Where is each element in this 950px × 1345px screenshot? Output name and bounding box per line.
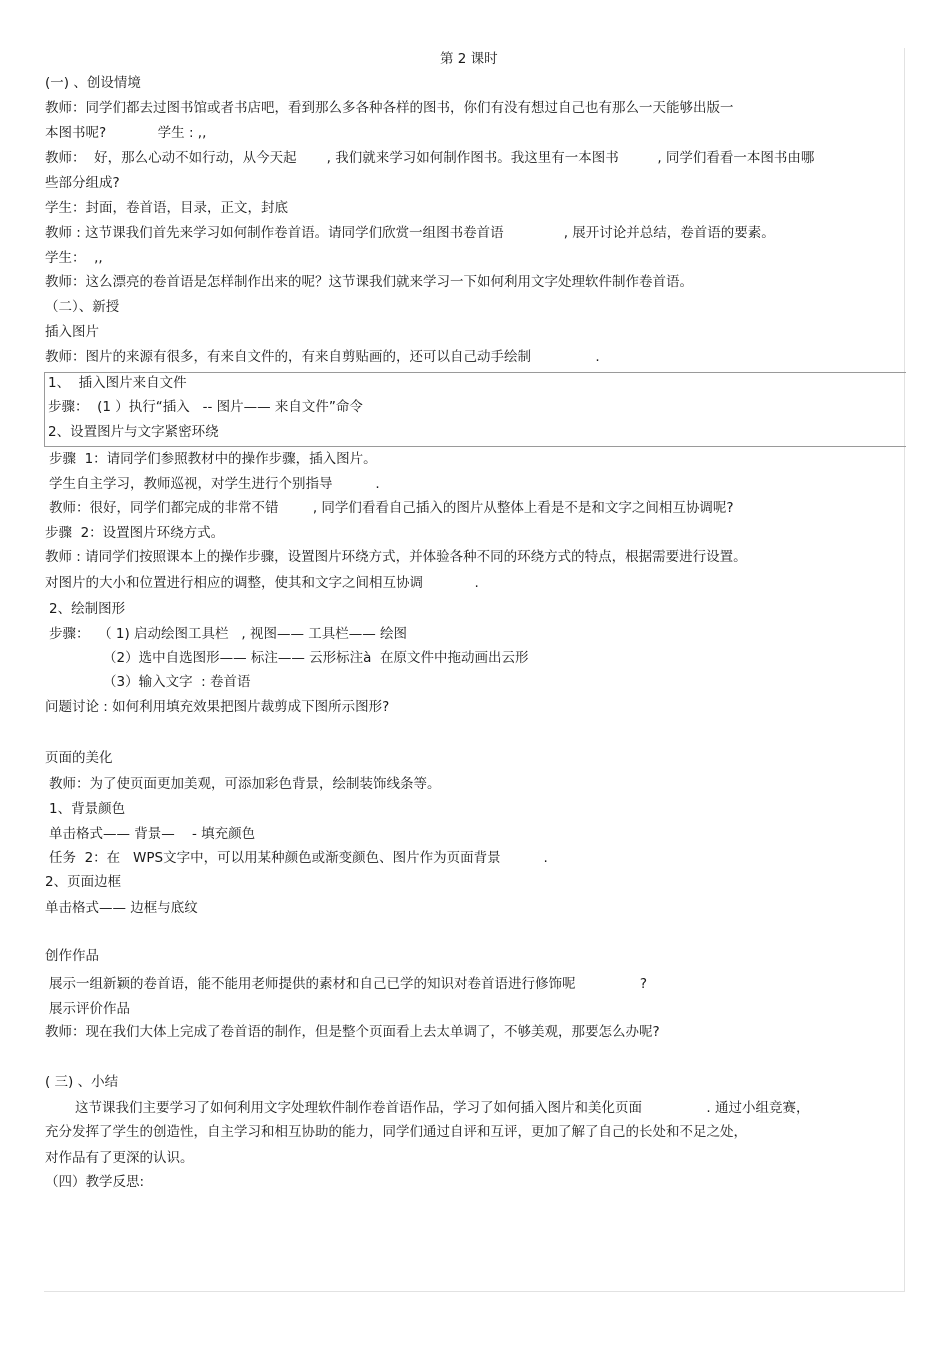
section-heading: (一) 、创设情境 — [45, 75, 141, 91]
subheading: 创作作品 — [45, 948, 99, 964]
text-line: 展示一组新颖的卷首语，能不能用老师提供的素材和自己已学的知识对卷首语进行修饰呢 ? — [49, 976, 648, 992]
section-heading: （四）教学反思: — [45, 1174, 145, 1190]
subheading: 页面的美化 — [45, 750, 113, 766]
text-line: 对图片的大小和位置进行相应的调整，使其和文字之间相互协调 . — [45, 575, 479, 591]
page-frame-bottom — [44, 1291, 905, 1292]
text-line: 问题讨论 : 如何利用填充效果把图片裁剪成下图所示图形? — [45, 699, 390, 715]
table-row: 2、设置图片与文字紧密环绕 — [48, 424, 219, 440]
table-rule-top — [44, 372, 906, 373]
text-line: 学生： ,, — [45, 250, 103, 266]
text-line: 单击格式—— 背景— - 填充颜色 — [49, 826, 256, 842]
text-line: 教师：现在我们大体上完成了卷首语的制作，但是整个页面看上去太单调了，不够美观，那要怎么办呢? — [45, 1024, 660, 1040]
text-line: 学生：封面，卷首语，目录，正文，封底 — [45, 200, 288, 216]
text-line: 教师：很好，同学们都完成的非常不错 , 同学们看看自己插入的图片从整体上看是不是和文字之间相互协调呢? — [49, 500, 734, 516]
text-line: （2）选中自选图形—— 标注—— 云形标注à 在原文件中拖动画出云形 — [103, 650, 529, 666]
section-heading: ( 三) 、小结 — [45, 1074, 119, 1090]
text-line: 教师：这么漂亮的卷首语是怎样制作出来的呢？这节课我们就来学习一下如何利用文字处理软件制作卷首语。 — [45, 274, 693, 290]
text-line: 教师：图片的来源有很多，有来自文件的，有来自剪贴画的，还可以自己动手绘制 . — [45, 349, 600, 365]
subheading: 插入图片 — [45, 324, 99, 340]
text-line: 教师： 好，那么心动不如行动，从今天起 , 我们就来学习如何制作图书。我这里有一本图书 , 同学们看看一本图书由哪 — [45, 150, 815, 166]
text-line: 本图书呢? 学生 : ,, — [45, 125, 207, 141]
text-line: 充分发挥了学生的创造性，自主学习和相互协助的能力，同学们通过自评和互评，更加了解了自己的长处和不足之处， — [45, 1124, 747, 1140]
text-line: （3）输入文字 : 卷首语 — [103, 674, 251, 690]
table-row: 1、 插入图片来自文件 — [48, 375, 187, 391]
section-heading: （二）、新授 — [45, 299, 120, 315]
text-line: 展示评价作品 — [49, 1001, 130, 1017]
text-line: 步骤： （ 1) 启动绘图工具栏 , 视图—— 工具栏—— 绘图 — [49, 626, 408, 642]
subheading: 1、背景颜色 — [49, 801, 126, 817]
text-line: 对作品有了更深的认识。 — [45, 1150, 194, 1166]
text-line: 教师 : 这节课我们首先来学习如何制作卷首语。请同学们欣赏一组图书卷首语 , 展开讨论并总结，卷首语的要素。 — [45, 225, 775, 241]
page-frame-right — [904, 48, 905, 1292]
text-line: 教师：同学们都去过图书馆或者书店吧，看到那么多各种各样的图书，你们有没有想过自己也有那么一天能够出版一 — [45, 100, 734, 116]
table-rule-bottom — [44, 446, 906, 447]
text-line: 步骤 1：请同学们参照教材中的操作步骤，插入图片。 — [49, 451, 377, 467]
subheading: 2、绘制图形 — [49, 601, 126, 617]
text-line: 任务 2：在 WPS文字中，可以用某种颜色或渐变颜色、图片作为页面背景 . — [49, 850, 548, 866]
page-title: 第 2 课时 — [440, 51, 498, 67]
text-line: 教师：为了使页面更加美观，可添加彩色背景，绘制装饰线条等。 — [49, 776, 441, 792]
text-line: 单击格式—— 边框与底纹 — [45, 900, 198, 916]
table-rule-left — [44, 372, 45, 447]
text-line: 学生自主学习，教师巡视，对学生进行个别指导 . — [49, 476, 380, 492]
text-line: 教师 : 请同学们按照课本上的操作步骤，设置图片环绕方式，并体验各种不同的环绕方式的特点，根据需要进行设置。 — [45, 549, 747, 565]
text-line: 步骤 2：设置图片环绕方式。 — [45, 525, 225, 541]
text-line: 这节课我们主要学习了如何利用文字处理软件制作卷首语作品，学习了如何插入图片和美化页面 . 通过小组竞赛， — [75, 1100, 810, 1116]
table-row: 步骤： (1 ）执行“插入 -- 图片—— 来自文件”命令 — [48, 399, 363, 415]
subheading: 2、页面边框 — [45, 874, 122, 890]
text-line: 些部分组成? — [45, 175, 120, 191]
